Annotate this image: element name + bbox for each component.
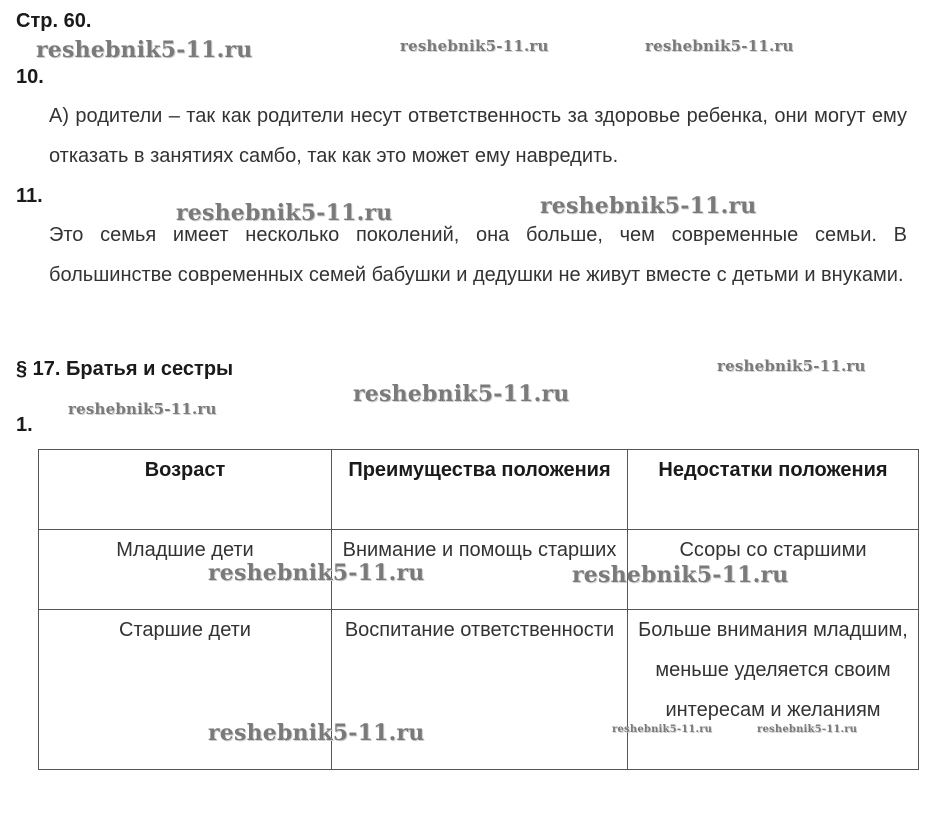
watermark: reshebnik5-11.ru — [176, 200, 393, 226]
table-header-cell: Недостатки положения — [628, 450, 919, 530]
watermark: reshebnik5-11.ru — [68, 400, 217, 418]
section-title: § 17. Братья и сестры — [16, 358, 234, 380]
watermark: reshebnik5-11.ru — [400, 37, 549, 55]
watermark: reshebnik5-11.ru — [757, 724, 858, 735]
table-header-cell: Возраст — [39, 450, 332, 530]
watermark: reshebnik5-11.ru — [36, 37, 253, 63]
table-cell: Воспитание ответственности — [332, 610, 628, 770]
watermark: reshebnik5-11.ru — [540, 193, 757, 219]
table-cell: Младшие дети — [39, 530, 332, 610]
table-cell: Ссоры со старшими — [628, 530, 919, 610]
question-10-number: 10. — [16, 66, 44, 88]
watermark: reshebnik5-11.ru — [572, 562, 789, 588]
question-11-answer: Это семья имеет несколько поколений, она больше, чем современные семьи. В большинстве современных семей бабушки и дедушки не живут вместе с детьми и внуками. — [49, 224, 907, 286]
table-cell: Внимание и помощь старших — [332, 530, 628, 610]
table-row — [39, 610, 919, 770]
watermark: reshebnik5-11.ru — [353, 381, 570, 407]
comparison-table — [38, 449, 919, 770]
watermark: reshebnik5-11.ru — [208, 560, 425, 586]
watermark: reshebnik5-11.ru — [208, 720, 425, 746]
watermark: reshebnik5-11.ru — [612, 724, 713, 735]
watermark: reshebnik5-11.ru — [645, 37, 794, 55]
table-cell: Старшие дети — [39, 610, 332, 770]
page-label: Стр. 60. — [16, 10, 92, 32]
watermark: reshebnik5-11.ru — [717, 357, 866, 375]
question-10-answer: А) родители – так как родители несут ответственность за здоровье ребенка, они могут ему отказать в занятиях самбо, так как это может ему навредить. — [49, 105, 907, 167]
table-header-row — [39, 450, 919, 530]
question-11-number: 11. — [16, 185, 43, 207]
table-header-cell: Преимущества положения — [332, 450, 628, 530]
question-1-number: 1. — [16, 414, 33, 436]
table-cell: Больше внимания младшим, меньше уделяется своим интересам и желаниям — [628, 610, 919, 770]
